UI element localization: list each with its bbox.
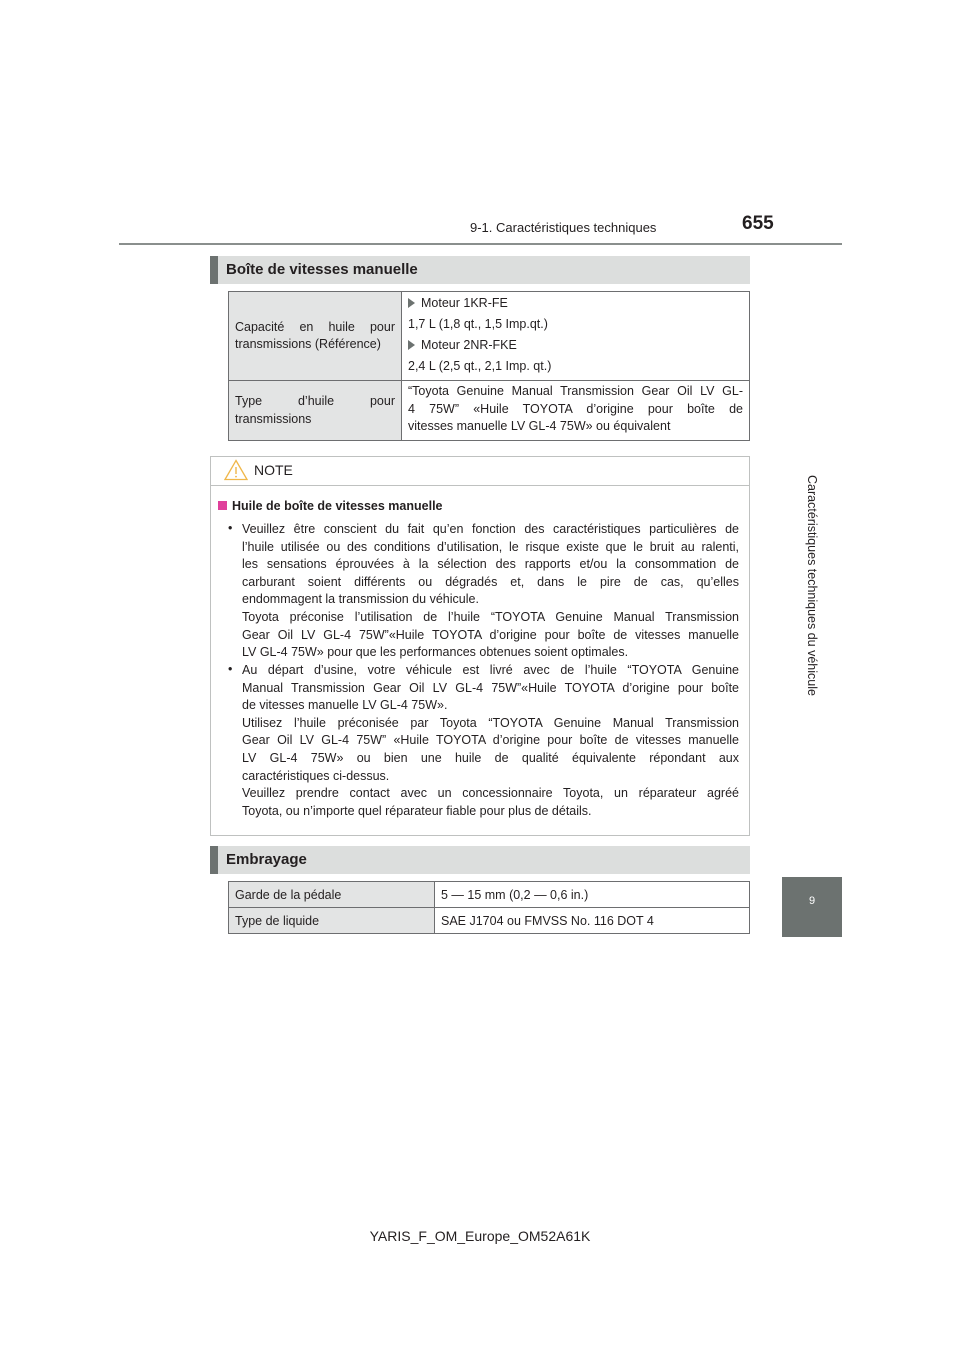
clutch-value: 5 — 15 mm (0,2 — 0,6 in.) <box>435 882 750 908</box>
section-heading-text: Boîte de vitesses manuelle <box>226 261 418 278</box>
table-row <box>229 381 750 441</box>
note-p2-line: de vitesses manuelle LV GL-4 75W». <box>242 698 448 713</box>
triangle-bullet-icon <box>408 340 415 350</box>
gearbox-spec-table <box>228 291 750 441</box>
bullet-2: • <box>228 662 233 676</box>
oil-type-value <box>402 381 750 441</box>
table-row <box>229 908 750 934</box>
section-heading-clutch <box>210 846 750 874</box>
note-p2-line: caractéristiques ci-dessus. <box>242 768 390 783</box>
note-p1-line: carburant soient différents ou dégradés et, dans le pire de cas, qu’elles <box>242 574 739 589</box>
note-p2-line: Au départ d’usine, votre véhicule est livré avec de l’huile “TOYOTA Genuine <box>242 663 739 677</box>
note-p2-line: Utilisez l’huile préconisée par Toyota “TOYOTA Genuine Manual Transmission <box>242 715 739 730</box>
clutch-spec-table <box>228 881 750 934</box>
oil-type-value-line-2: 4 75W” «Huile TOYOTA d’origine pour boîte de <box>408 401 743 416</box>
warning-triangle-icon <box>224 459 248 481</box>
table-row <box>229 882 750 908</box>
oil-type-label-line-2: transmissions <box>235 411 312 426</box>
pink-square-icon <box>218 501 227 510</box>
oil-type-value-line-1: “Toyota Genuine Manual Transmission Gear Oil LV GL- <box>408 384 743 398</box>
note-p2-line: Gear Oil LV GL-4 75W” «Huile TOYOTA d’origine pour boîte de vitesses manuelle <box>242 733 739 748</box>
capacity-value <box>402 292 750 381</box>
note-p1-line: Veuillez être conscient du fait qu’en fonction des caractéristiques particulières de <box>242 522 739 536</box>
header-rule <box>119 243 842 245</box>
chapter-number: 9 <box>808 895 816 907</box>
capacity-label-line-1: Capacité en huile pour <box>235 319 395 334</box>
note-p1-line: endommagent la transmission du véhicule. <box>242 592 479 607</box>
engine-1kr-heading <box>408 296 743 317</box>
engine-1kr-value: 1,7 L (1,8 qt., 1,5 Imp.qt.) <box>408 317 548 331</box>
note-subtitle-text: Huile de boîte de vitesses manuelle <box>232 499 443 513</box>
chapter-side-label <box>782 300 842 870</box>
capacity-label-line-2: transmissions (Référence) <box>235 337 381 351</box>
note-p2-line: LV GL-4 75W» ou bien une huile de qualité équivalente répondant aux <box>242 750 739 765</box>
section-heading-text: Embrayage <box>226 851 307 868</box>
section-heading-manual-gearbox <box>210 256 750 284</box>
bullet-1: • <box>228 521 233 535</box>
note-p1-line: Gear Oil LV GL-4 75W”«Huile TOYOTA d’origine pour boîte de vitesses manuelle <box>242 627 739 642</box>
engine-1kr-label: Moteur 1KR-FE <box>421 296 508 310</box>
clutch-value: SAE J1704 ou FMVSS No. 116 DOT 4 <box>435 908 750 934</box>
oil-type-label <box>229 381 402 441</box>
clutch-label: Type de liquide <box>229 908 435 934</box>
note-p1-line: LV GL-4 75W» pour que les performances obtenues soient optimales. <box>242 645 629 660</box>
chapter-title: Caractéristiques techniques du véhicule <box>805 474 819 696</box>
note-subtitle <box>218 499 443 513</box>
engine-2nr-heading <box>408 338 743 359</box>
note-p2-line: Veuillez prendre contact avec un concessionnaire Toyota, un réparateur agréé <box>242 786 739 801</box>
document-id: YARIS_F_OM_Europe_OM52A61K <box>369 1228 591 1244</box>
table-row <box>229 292 750 381</box>
section-title: 9-1. Caractéristiques techniques <box>470 220 657 235</box>
clutch-label: Garde de la pédale <box>229 882 435 908</box>
engine-2nr-label: Moteur 2NR-FKE <box>421 338 517 352</box>
page-number: 655 <box>742 213 774 234</box>
triangle-bullet-icon <box>408 298 415 308</box>
oil-type-value-line-3: vitesses manuelle LV GL-4 75W» ou équivalent <box>408 419 671 433</box>
note-p1-line: les sensations éprouvées à la sélection des rapports et/ou la consommation de <box>242 557 739 572</box>
chapter-tab <box>782 877 842 937</box>
note-p1-line: Toyota préconise l’utilisation de l’huile “TOYOTA Genuine Manual Transmission <box>242 609 739 624</box>
capacity-label <box>229 292 402 381</box>
engine-2nr-value: 2,4 L (2,5 qt., 2,1 Imp. qt.) <box>408 359 552 373</box>
note-paragraph-2 <box>242 662 739 820</box>
note-p1-line: l’huile utilisée ou des conditions d’utilisation, le risque existe que le bruit au ralenti, <box>242 539 739 554</box>
note-paragraph-1 <box>242 521 739 662</box>
oil-type-label-line-1: Type d’huile pour <box>235 394 395 408</box>
note-p2-line: Toyota, ou n’importe quel réparateur fiable pour plus de détails. <box>242 803 592 818</box>
note-title: NOTE <box>254 462 293 478</box>
note-p2-line: Manual Transmission Gear Oil LV GL-4 75W”«Huile TOYOTA d’origine pour boîte <box>242 680 739 695</box>
